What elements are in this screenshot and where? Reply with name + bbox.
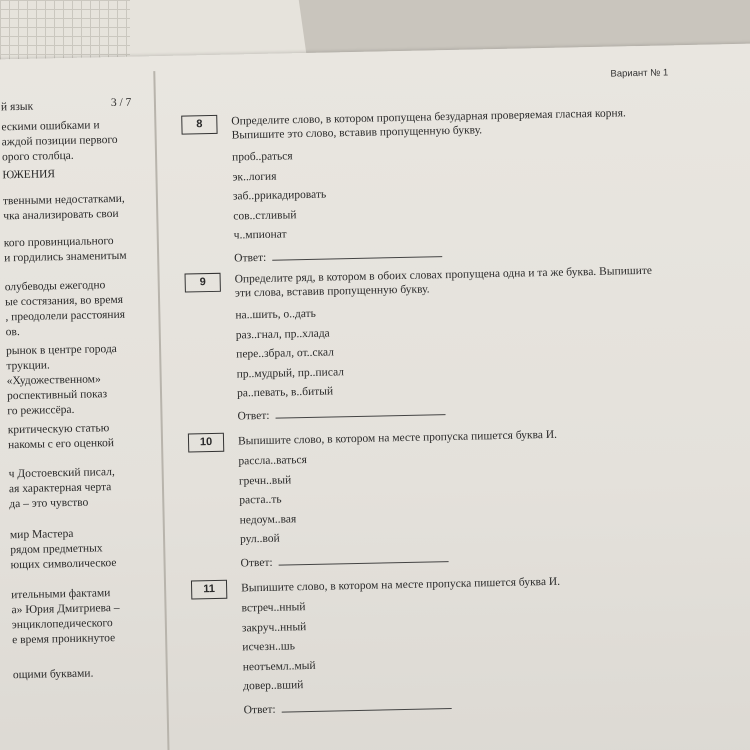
left-page bbox=[0, 96, 141, 682]
left-line: энциклопедического bbox=[11, 617, 113, 632]
left-line: ЮЖЕНИЯ bbox=[2, 168, 56, 182]
word-option: раз..гнал, пр..хлада bbox=[235, 327, 330, 341]
word-option: гречн..вый bbox=[238, 473, 292, 487]
word-option: проб..раться bbox=[231, 150, 293, 164]
answer-label: Ответ: bbox=[237, 409, 270, 423]
word-option: рассла..ваться bbox=[238, 454, 307, 468]
left-line: чка анализировать свои bbox=[3, 207, 119, 223]
left-line: мир Мастера bbox=[9, 527, 74, 542]
background-grid-paper bbox=[0, 0, 130, 60]
word-list bbox=[238, 451, 308, 550]
task-10 bbox=[188, 423, 708, 570]
task-prompt: Выпишите слово, в котором на месте пропуска пишется буква И. bbox=[241, 575, 561, 595]
left-line: го режиссёра. bbox=[7, 403, 75, 418]
left-line: да – это чувство bbox=[9, 496, 89, 511]
word-option: недоум..вая bbox=[239, 512, 297, 526]
word-option: пере..збрал, от..скал bbox=[236, 346, 335, 361]
left-page-number: 3 / 7 bbox=[110, 96, 132, 110]
answer-field[interactable] bbox=[278, 551, 448, 566]
word-option: ч..мпионат bbox=[233, 228, 287, 242]
answer-field[interactable] bbox=[275, 404, 445, 419]
left-line: аждой позиции первого bbox=[1, 133, 118, 149]
task-number-box: 8 bbox=[181, 115, 217, 135]
word-option: исчезн..шь bbox=[242, 640, 296, 654]
left-line: ительными фактами bbox=[11, 587, 111, 602]
task-8 bbox=[181, 105, 701, 265]
task-9 bbox=[185, 263, 705, 423]
left-line: трукции. bbox=[6, 359, 50, 373]
left-line: ая характерная черта bbox=[8, 481, 112, 496]
task-prompt: Определите слово, в котором пропущена безударная проверяемая гласная корня. Выпишите это слово, вставив пропущенную букву. bbox=[231, 107, 626, 142]
page-fold bbox=[153, 71, 170, 750]
word-option: эк..логия bbox=[232, 170, 277, 184]
left-line: олубеводы ежегодно bbox=[4, 279, 106, 294]
task-prompt: Выпишите слово, в котором на месте пропуска пишется буква И. bbox=[237, 428, 558, 448]
left-line: и гордились знаменитым bbox=[4, 249, 127, 265]
task-number-box: 9 bbox=[185, 273, 221, 293]
left-line: ескими ошибками и bbox=[1, 119, 100, 134]
answer-row bbox=[240, 551, 448, 569]
answer-label: Ответ: bbox=[240, 556, 273, 570]
left-line: ов. bbox=[5, 326, 20, 339]
task-number-box: 10 bbox=[188, 433, 224, 453]
left-line: «Художественном» bbox=[6, 373, 101, 388]
task-11 bbox=[191, 570, 711, 717]
word-option: неотъемл..мый bbox=[242, 659, 316, 673]
word-option: пр..мудрый, пр..писал bbox=[236, 365, 345, 380]
answer-label: Ответ: bbox=[243, 703, 276, 717]
left-line: рядом предметных bbox=[10, 542, 103, 557]
task-prompt: Определите ряд, в котором в обоих словах пропущена одна и та же буква. Выпишите эти слова, вставив пропущенную букву. bbox=[234, 264, 653, 300]
left-line: накомы с его оценкой bbox=[7, 437, 115, 452]
left-line: ые состязания, во время bbox=[4, 293, 124, 309]
answer-field[interactable] bbox=[282, 698, 452, 713]
word-list bbox=[241, 598, 316, 697]
left-line: е время проникнутое bbox=[12, 632, 116, 647]
left-line: кого провинциального bbox=[3, 235, 114, 250]
left-page-header: й язык bbox=[0, 100, 34, 114]
word-list bbox=[232, 147, 327, 246]
left-line: критическую статью bbox=[7, 422, 110, 437]
word-option: закруч..нный bbox=[241, 620, 307, 634]
answer-label: Ответ: bbox=[234, 251, 267, 265]
word-option: раста..ть bbox=[239, 493, 282, 507]
left-line: ющих символическое bbox=[10, 557, 117, 572]
word-option: довер..вший bbox=[243, 679, 304, 693]
word-option: рул..вой bbox=[239, 532, 280, 546]
left-line: рынок в центре города bbox=[5, 342, 117, 358]
left-line: орого столбца. bbox=[1, 149, 74, 164]
left-line: а» Юрия Дмитриева – bbox=[11, 601, 120, 617]
left-line: твенными недостатками, bbox=[2, 192, 125, 208]
left-line: роспективный показ bbox=[6, 388, 108, 403]
word-option: встреч..нный bbox=[241, 601, 306, 615]
answer-row bbox=[244, 698, 452, 716]
answer-row bbox=[234, 246, 442, 264]
left-line: ощими буквами. bbox=[12, 667, 94, 682]
word-option: на..шить, о..дать bbox=[235, 307, 316, 322]
word-option: заб..ррикадировать bbox=[232, 188, 327, 203]
left-line: , преодолели расстояния bbox=[5, 308, 126, 324]
left-line: ч Достоевский писал, bbox=[8, 466, 115, 481]
variant-label: Вариант № 1 bbox=[610, 67, 669, 80]
exam-paper bbox=[0, 43, 750, 750]
word-list bbox=[235, 304, 344, 404]
task-number-box: 11 bbox=[191, 580, 227, 600]
answer-field[interactable] bbox=[272, 246, 442, 261]
word-option: ра..певать, в..битый bbox=[236, 385, 334, 400]
answer-row bbox=[237, 404, 445, 422]
word-option: сов..стливый bbox=[233, 208, 297, 223]
